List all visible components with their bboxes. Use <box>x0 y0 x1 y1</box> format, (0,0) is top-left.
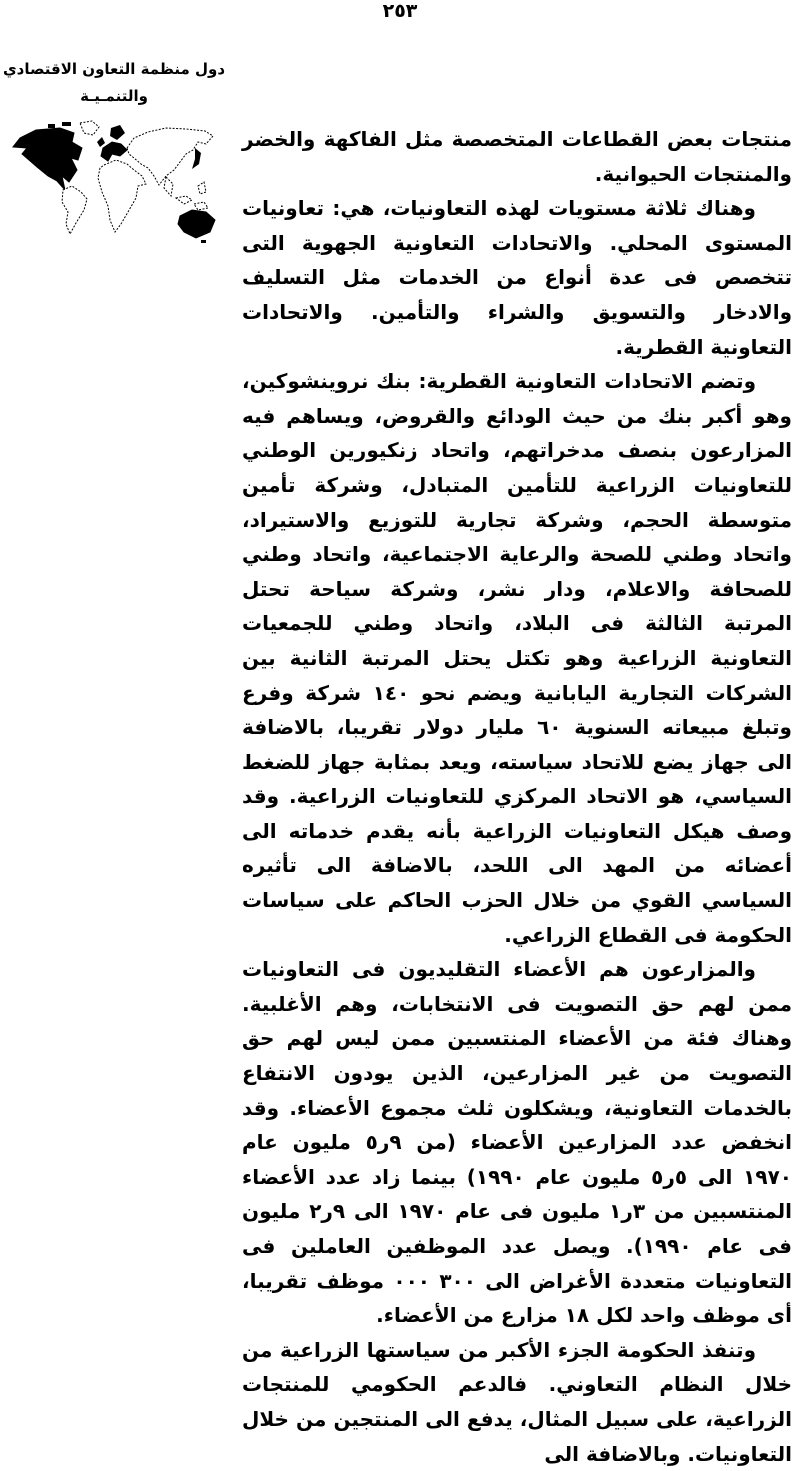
paragraph: والمزارعون هم الأعضاء التقليديون فى التعاونيات ممن لهم حق التصويت فى الانتخابات، وهم الأغلبية. وهناك فئة من الأعضاء المنتسبين ممن ليس لهم حق التصويت من غير المزارعين، الذين يودون الانتفاع بالخدمات التعاونية، ويشكلون ثلث مجموع الأعضاء. وقد انخفض عدد المزارعين الأعضاء (من ٩ر٥ مليون عام ١٩٧٠ الى ٥ر٥ مليون عام ١٩٩٠) بينما زاد عدد الأعضاء المنتسبين من ٣ر١ مليون فى عام ١٩٧٠ الى ٩ر٢ مليون فى عام ١٩٩٠). ويصل عدد الموظفين العاملين فى التعاونيات متعددة الأغراض الى ٣٠٠ ٠٠٠ موظف تقريبا، أى موظف واحد لكل ١٨ مزارع من الأعضاء. <box>242 957 793 1328</box>
main-text-column <box>242 122 792 1471</box>
sidebar-caption <box>0 56 228 110</box>
sidebar-caption-line2: والتنمـيـة <box>80 87 148 105</box>
paragraph: منتجات بعض القطاعات المتخصصة مثل الفاكهة والخضر والمنتجات الحيوانية. <box>242 127 792 186</box>
sidebar-caption-line1: دول منظمة التعاون الاقتصادي <box>2 60 226 78</box>
page-number: ٢٥٣ <box>382 0 418 22</box>
paragraph: وهناك ثلاثة مستويات لهذه التعاونيات، هي: تعاونيات المستوى المحلي. والاتحادات التعاونية الجهوية التى تتخصص فى عدة أنواع من الخدمات مثل التسليف والادخار والتسويق والشراء والتأمين. والاتحادات التعاونية القطرية. <box>242 196 792 359</box>
world-map-icon <box>8 120 220 244</box>
paragraph: وتنفذ الحكومة الجزء الأكبر من سياستها الزراعية من خلال النظام التعاوني. فالدعم الحكومي للمنتجات الزراعية، على سبيل المثال، يدفع الى المنتجين من خلال التعاونيات. وبالاضافة الى <box>242 1337 792 1466</box>
paragraph: وتضم الاتحادات التعاونية القطرية: بنك نروينشوكين، وهو أكبر بنك من حيث الودائع والقروض، ويساهم فيه المزارعون بنصف مدخراتهم، واتحاد زنكيورين الوطني للتعاونيات الزراعية للتأمين المتبادل، وشركة تأمين متوسطة الحجم، وشركة تجارية للتوزيع والاستيراد، واتحاد وطني للصحة والرعاية الاجتماعية، واتحاد وطني للصحافة والاعلام، ودار نشر، وشركة سياحة تحتل المرتبة الثالثة فى البلاد، واتحاد وطني للجمعيات التعاونية الزراعية وهو تكتل يحتل المرتبة الثانية بين الشركات التجارية اليابانية ويضم نحو ١٤٠ شركة وفرع وتبلغ مبيعاته السنوية ٦٠ مليار دولار تقريبا، بالاضافة الى جهاز يضع للاتحاد سياسته، ويعد بمثابة جهاز للضغط السياسي، هو الاتحاد المركزي للتعاونيات الزراعية. وقد وصف هيكل التعاونيات الزراعية بأنه يقدم خدماته الى أعضائه من المهد الى اللحد، بالاضافة الى تأثيره السياسي القوي من خلال الحزب الحاكم على سياسات الحكومة فى القطاع الزراعي. <box>242 369 792 947</box>
world-map-figure <box>8 120 220 244</box>
